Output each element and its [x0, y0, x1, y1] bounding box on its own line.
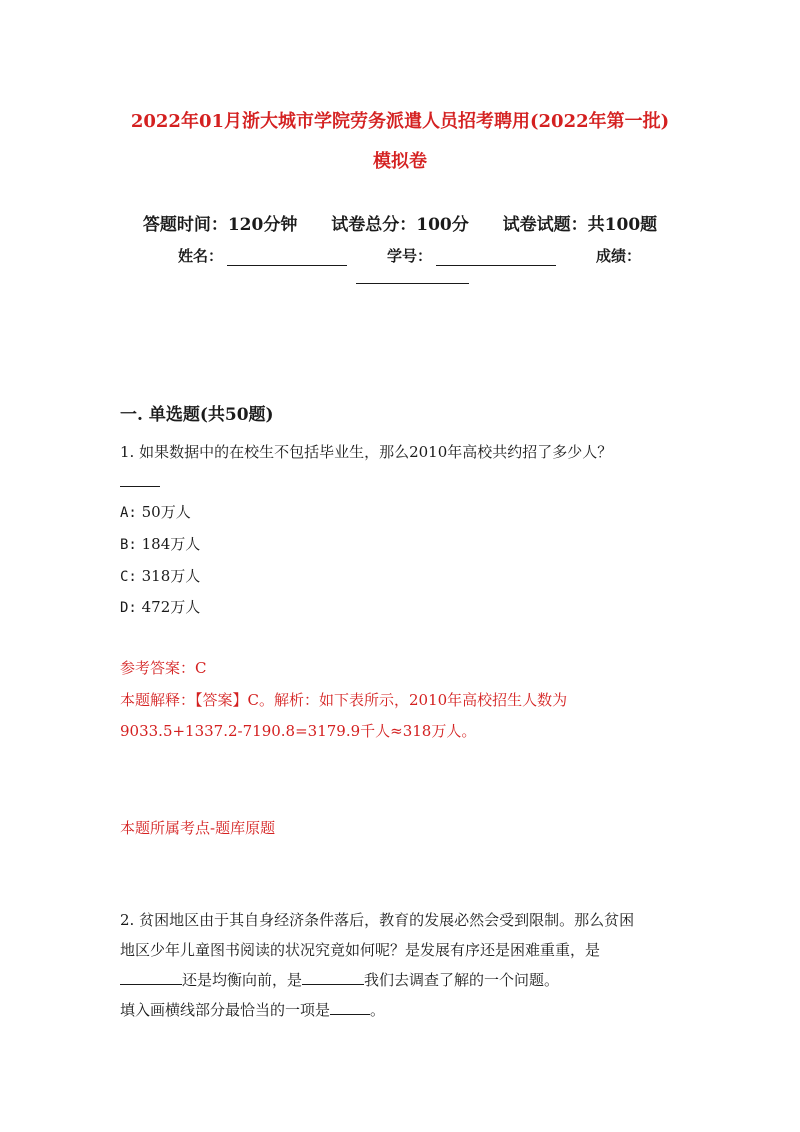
explanation-line-1: 本题解释：【答案】C。解析：如下表所示，2010年高校招生人数为 — [120, 691, 568, 709]
answer-blank — [120, 472, 160, 487]
option-a: A: 50万人 — [120, 503, 191, 521]
score-label: 成绩： — [596, 247, 642, 265]
option-b: B: 184万人 — [120, 535, 201, 553]
exam-title: 2022年01月浙大城市学院劳务派遣人员招考聘用(2022年第一批) — [130, 111, 670, 132]
reference-answer: 参考答案：C — [120, 659, 207, 677]
exam-meta — [0, 210, 800, 235]
student-info — [178, 245, 641, 266]
explanation-line-2: 9033.5+1337.2-7190.8=3179.9千人≈318万人。 — [120, 722, 477, 740]
fill-blank-3 — [330, 1000, 370, 1015]
fill-blank-2 — [302, 970, 364, 985]
question-2-line-1: 2. 贫困地区由于其自身经济条件落后，教育的发展必然会受到限制。那么贫困 — [120, 911, 635, 929]
question-1 — [120, 437, 680, 497]
option-c: C: 318万人 — [120, 567, 201, 585]
exam-subtitle: 模拟卷 — [373, 151, 427, 172]
question-2-line-3: 还是均衡向前，是 我们去调查了解的一个问题。 — [120, 965, 680, 995]
section-title: 一. 单选题(共50题) — [120, 405, 274, 425]
name-label: 姓名： — [178, 247, 224, 265]
id-label: 学号： — [387, 247, 433, 265]
fill-blank-1 — [120, 970, 182, 985]
question-1-text: 1. 如果数据中的在校生不包括毕业生，那么2010年高校共约招了多少人？ — [120, 443, 613, 461]
option-d: D: 472万人 — [120, 598, 201, 616]
question-2-line-2: 地区少年儿童图书阅读的状况究竟如何呢？是发展有序还是困难重重，是 — [120, 941, 601, 959]
question-count: 试卷试题：共100题 — [502, 215, 658, 235]
name-blank — [227, 251, 347, 266]
question-tag: 本题所属考点-题库原题 — [120, 819, 276, 837]
score-blank — [356, 283, 469, 284]
exam-time: 答题时间：120分钟 — [142, 215, 298, 235]
question-2 — [120, 905, 680, 1025]
id-blank — [436, 251, 556, 266]
question-2-line-4: 填入画横线部分最恰当的一项是 。 — [120, 1001, 386, 1019]
total-score: 试卷总分：100分 — [331, 215, 469, 235]
